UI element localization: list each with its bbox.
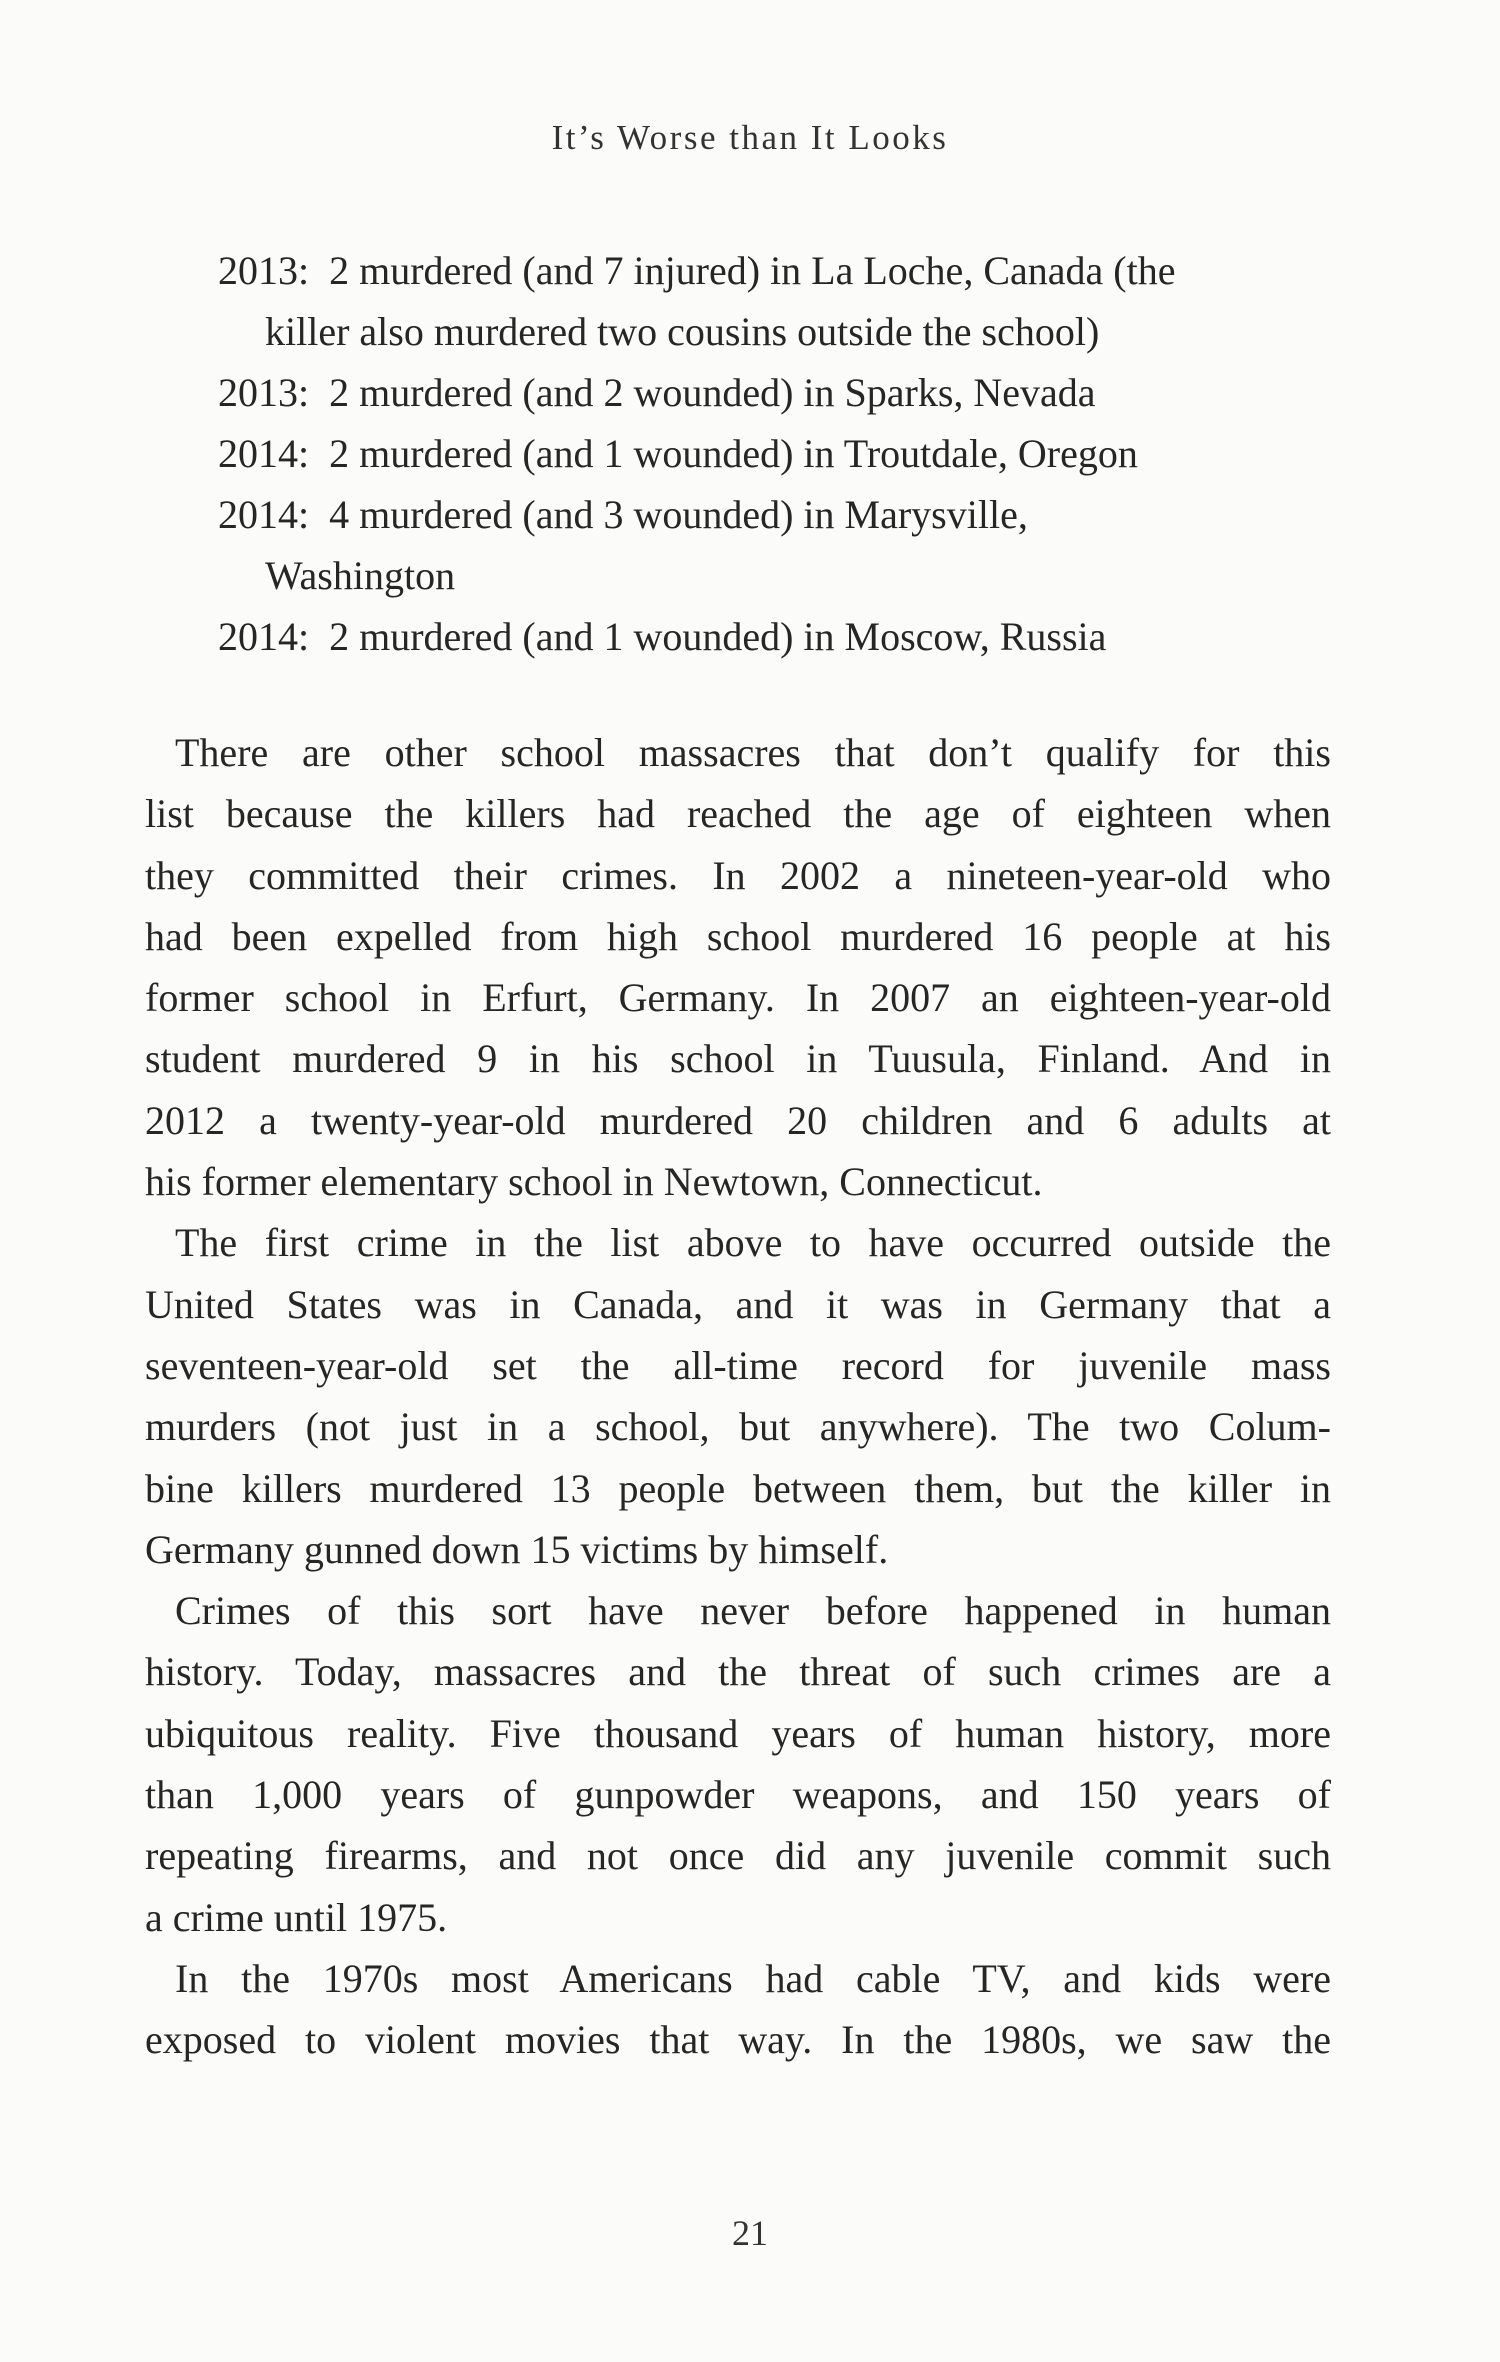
paragraph-line: had been expelled from high school murdered 16 people at his (145, 913, 1331, 959)
paragraph-line: than 1,000 years of gunpowder weapons, and 150 years of (145, 1772, 1331, 1818)
paragraph-line: 2012 a twenty-year-old murdered 20 children and 6 adults at (145, 1097, 1331, 1143)
paragraph (145, 1948, 1331, 2071)
running-header: It’s Worse than It Looks (551, 118, 949, 157)
paragraph-line: former school in Erfurt, Germany. In 2007 an eighteen-year-old (145, 975, 1331, 1021)
paragraph-line: history. Today, massacres and the threat of such crimes are a (145, 1649, 1331, 1695)
list-item (218, 423, 1338, 484)
paragraph-line: student murdered 9 in his school in Tuusula, Finland. And in (145, 1036, 1331, 1082)
list-item (218, 240, 1338, 362)
list-line: 2013: 2 murdered (and 7 injured) in La Loche, Canada (the (218, 248, 1176, 293)
body-text (145, 722, 1331, 2071)
list-line: killer also murdered two cousins outside the school) (265, 309, 1100, 354)
paragraph-line: There are other school massacres that don’t qualify for this (175, 730, 1331, 775)
paragraph-line: In the 1970s most Americans had cable TV, and kids were (175, 1955, 1331, 2001)
paragraph-line: list because the killers had reached the age of eighteen when (145, 791, 1331, 837)
paragraph-line: a crime until 1975. (145, 1894, 448, 1940)
paragraph-line: they committed their crimes. In 2002 a nineteen-year-old who (145, 852, 1331, 898)
paragraph-line: repeating firearms, and not once did any juvenile commit such (145, 1833, 1331, 1879)
list-item (218, 484, 1338, 606)
paragraph-line: The first crime in the list above to have occurred outside the (175, 1220, 1331, 1266)
list-line: 2013: 2 murdered (and 2 wounded) in Sparks, Nevada (218, 370, 1096, 415)
paragraph-line: Germany gunned down 15 victims by himself. (145, 1526, 889, 1572)
paragraph-line: seventeen-year-old set the all-time record for juvenile mass (145, 1342, 1331, 1388)
paragraph-line: exposed to violent movies that way. In the 1980s, we saw the (145, 2017, 1331, 2063)
list-line: Washington (265, 553, 456, 598)
list-line: 2014: 2 murdered (and 1 wounded) in Moscow, Russia (218, 614, 1107, 659)
list-line: 2014: 4 murdered (and 3 wounded) in Marysville, (218, 492, 1028, 537)
paragraph (145, 1212, 1331, 1580)
paragraph (145, 722, 1331, 1212)
paragraph-line: murders (not just in a school, but anywhere). The two Colum- (145, 1404, 1331, 1450)
paragraph-line: his former elementary school in Newtown, Connecticut. (145, 1159, 1043, 1205)
paragraph-line: bine killers murdered 13 people between them, but the killer in (145, 1465, 1331, 1511)
list-item (218, 606, 1338, 667)
incident-list (218, 240, 1338, 667)
list-item (218, 362, 1338, 423)
page-number: 21 (732, 2213, 768, 2253)
paragraph-line: United States was in Canada, and it was in Germany that a (145, 1281, 1331, 1327)
paragraph-line: Crimes of this sort have never before happened in human (175, 1588, 1331, 1634)
list-line: 2014: 2 murdered (and 1 wounded) in Troutdale, Oregon (218, 431, 1138, 476)
paragraph (145, 1580, 1331, 1948)
paragraph-line: ubiquitous reality. Five thousand years of human history, more (145, 1710, 1331, 1756)
